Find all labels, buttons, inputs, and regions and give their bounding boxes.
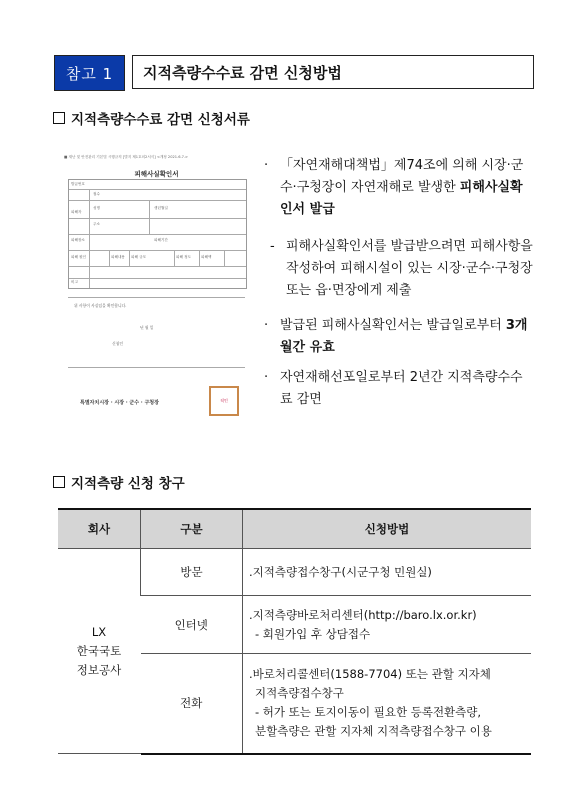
form-field-label: 성명 [93, 206, 100, 210]
company-name-line: 정보공사 [76, 662, 122, 677]
form-date: 년 월 일 [140, 325, 154, 330]
bullet-text: 자연재해선포일로부터 2년간 지적측량수수료 감면 [280, 370, 523, 407]
type-cell: 전화 [141, 654, 243, 754]
bullet-text: 피해사실확인서를 발급받으려면 피해사항을 작성하여 피해시설이 있는 시장·군수·구청장 또는 읍·면장에게 제출 [286, 239, 533, 298]
table-row [58, 549, 531, 596]
form-field-label: 피해장소 [71, 238, 85, 242]
form-field-label: 피해 정도 [176, 255, 192, 259]
page-title: 지적측량수수료 감면 신청방법 [132, 55, 534, 89]
type-cell: 인터넷 [141, 596, 243, 654]
form-applicant: 신청인 [112, 341, 124, 346]
bullet-item [264, 367, 534, 411]
form-field-label: 피해내용 [111, 255, 125, 259]
form-grid [68, 179, 247, 289]
method-cell [243, 596, 532, 654]
company-name-line: 한국국토 [76, 643, 122, 658]
bullet-text: 「자연재해대책법」제74조에 의해 시장·군수·구청장이 자연재해로 발생한 [280, 158, 524, 195]
form-body-text: 위 사항이 사실임을 확인합니다. [74, 303, 127, 308]
bullet-marker: · [264, 158, 269, 173]
method-line: - 회원가입 후 상담접수 [255, 626, 371, 641]
checkbox-square-icon [53, 112, 65, 124]
column-header-company: 회사 [58, 509, 141, 549]
form-field-label: 피해자 [71, 210, 82, 214]
form-field-label: 피해액 [201, 255, 212, 259]
page-header [54, 55, 537, 91]
bullet-item [264, 315, 534, 359]
form-caption: ■ 재난 및 안전관리 기본법 시행규칙 [별지 제1호의2서식] <개정 2021.6.7.> [64, 155, 189, 159]
section-heading-application [53, 472, 185, 492]
method-cell [243, 654, 532, 754]
bullet-item [264, 155, 534, 221]
bullet-marker: · [264, 318, 269, 333]
form-field-label: 접수 [93, 192, 100, 196]
checkbox-square-icon [53, 476, 65, 488]
bullet-marker: · [264, 370, 269, 385]
official-seal-box: 직인 [209, 386, 239, 416]
method-line: .바로처리콜센터(1588-7704) 또는 관할 지자체 [249, 667, 491, 682]
bullet-text: 발급된 피해사실확인서는 발급일로부터 [280, 318, 506, 333]
section-heading-documents [53, 108, 250, 128]
application-channel-table [58, 508, 531, 755]
method-cell [243, 549, 532, 596]
method-line: 분할측량은 관할 지자체 지적측량접수창구 이용 [255, 724, 492, 739]
form-field-label: 피해 원인 [71, 255, 87, 259]
bullet-text-bold: 3개월간 유효 [280, 318, 528, 355]
form-issuer: 특별자치시장 · 시장 · 군수 · 구청장 [80, 400, 159, 406]
form-field-label: 비고 [71, 280, 78, 284]
form-field-label: 발급번호 [71, 182, 85, 186]
bullet-text-bold: 피해사실확인서 발급 [280, 180, 523, 217]
section-title: 지적측량수수료 감면 신청서류 [71, 112, 250, 128]
column-header-type: 구분 [141, 509, 243, 549]
reference-tag: 참고 1 [54, 55, 125, 91]
form-field-label: 피해 규모 [131, 255, 147, 259]
form-field-label: 피해기간 [154, 238, 168, 242]
form-title: 피해사실확인서 [134, 170, 179, 178]
method-line: .지적측량바로처리센터(http://baro.lx.or.kr) [249, 607, 477, 622]
column-header-method: 신청방법 [243, 509, 532, 549]
method-line: .지적측량접수창구(시군구청 민원실) [249, 564, 432, 579]
table-header-row [58, 509, 531, 549]
section-title: 지적측량 신청 창구 [71, 476, 185, 492]
company-name-line: LX [91, 624, 107, 639]
company-cell [58, 549, 141, 754]
method-line: 지적측량접수창구 [255, 686, 344, 701]
type-cell: 방문 [141, 549, 243, 596]
form-field-label: 주소 [93, 222, 100, 226]
damage-certificate-form-image [62, 155, 251, 440]
bullet-item [270, 236, 534, 302]
bullet-marker: - [270, 239, 275, 254]
method-line: - 허가 또는 토지이동이 필요한 등록전환측량, [255, 705, 482, 720]
form-field-label: 생년월일 [154, 206, 168, 210]
